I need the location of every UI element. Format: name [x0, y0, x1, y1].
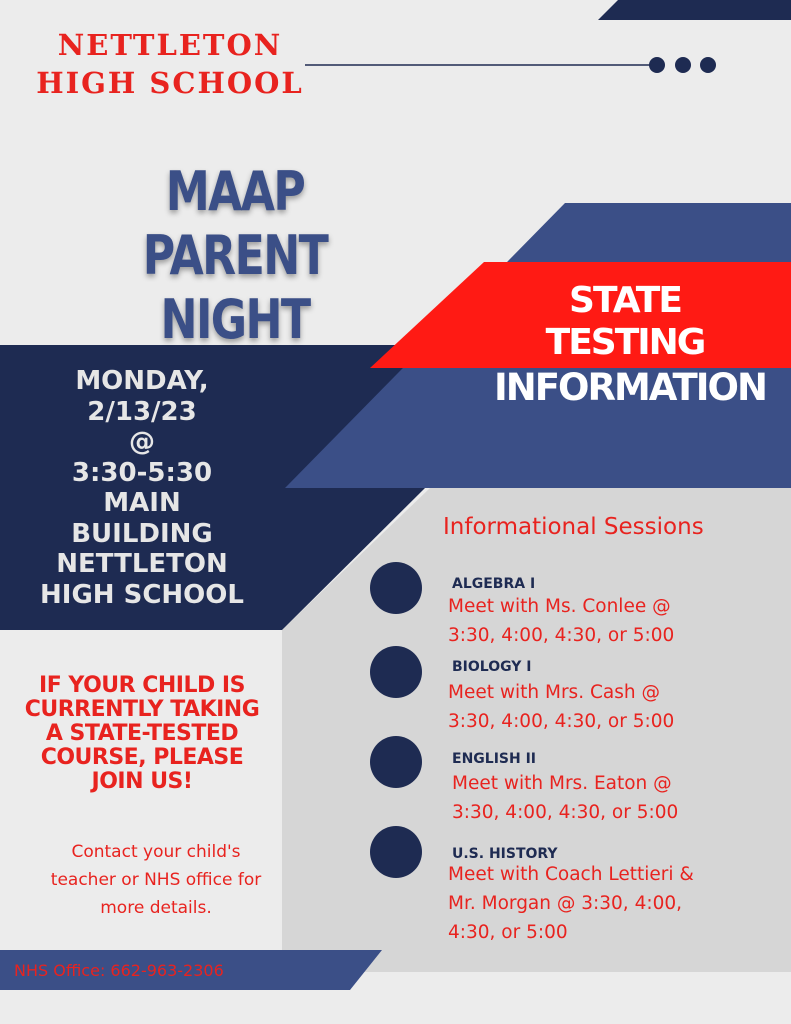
header-dot-3	[700, 57, 716, 73]
school-name-line-1: NETTLETON	[57, 28, 283, 62]
event-details	[0, 366, 284, 610]
cta-line: A STATE-TESTED	[45, 721, 239, 746]
header-dot-2	[675, 57, 691, 73]
session-details	[448, 592, 768, 650]
header-dot-1	[649, 57, 665, 73]
session-subject: ENGLISH II	[452, 751, 536, 767]
school-name	[0, 26, 340, 102]
contact-line: Contact your child's	[71, 842, 241, 862]
session-subject: ALGEBRA I	[452, 576, 536, 592]
event-title	[75, 160, 395, 352]
session-subject: U.S. HISTORY	[452, 846, 558, 862]
contact-line: teacher or NHS office for	[50, 870, 262, 890]
details-line: BUILDING	[71, 518, 213, 549]
session-line: 3:30, 4:00, 4:30, or 5:00	[452, 802, 679, 823]
contact-line: more details.	[100, 898, 212, 918]
session-line: 3:30, 4:00, 4:30, or 5:00	[448, 711, 675, 732]
details-line: NETTLETON	[56, 549, 228, 579]
session-line: 3:30, 4:00, 4:30, or 5:00	[448, 625, 675, 646]
cta-line: JOIN US!	[91, 769, 193, 794]
cta-line: IF YOUR CHILD IS	[39, 673, 245, 698]
details-line: MAIN	[103, 488, 181, 518]
details-line: 3:30-5:30	[71, 457, 213, 488]
session-line: Meet with Ms. Conlee @	[448, 596, 671, 617]
school-name-line-2: HIGH SCHOOL	[36, 66, 304, 100]
session-bullet	[370, 646, 422, 698]
session-line: Meet with Coach Lettieri &	[448, 864, 694, 885]
session-line: Meet with Mrs. Eaton @	[452, 773, 672, 794]
banner-line-3: INFORMATION	[494, 366, 766, 409]
call-to-action	[0, 674, 284, 794]
session-bullet	[370, 826, 422, 878]
session-details	[448, 860, 768, 947]
event-title-line-2: NIGHT	[160, 288, 310, 351]
banner-line-2: TESTING	[545, 322, 705, 363]
top-right-stripe	[598, 0, 791, 20]
contact-note	[0, 838, 312, 922]
session-details	[452, 769, 772, 827]
session-line: 4:30, or 5:00	[448, 922, 568, 943]
session-bullet	[370, 562, 422, 614]
event-title-line-1: MAAP PARENT	[142, 160, 328, 287]
banner-line-1: STATE	[569, 280, 681, 321]
session-bullet	[370, 736, 422, 788]
session-details	[448, 678, 768, 736]
session-line: Meet with Mrs. Cash @	[448, 682, 660, 703]
session-subject: BIOLOGY I	[452, 659, 532, 675]
details-line: @	[129, 427, 155, 457]
cta-line: COURSE, PLEASE	[40, 745, 244, 770]
cta-line: CURRENTLY TAKING	[24, 697, 260, 722]
details-line: MONDAY,	[75, 366, 209, 396]
banner-title	[470, 280, 780, 364]
details-line: HIGH SCHOOL	[40, 579, 244, 610]
sessions-title: Informational Sessions	[443, 514, 704, 540]
details-line: 2/13/23	[87, 396, 197, 427]
office-phone: NHS Office: 662-963-2306	[14, 961, 224, 980]
session-line: Mr. Morgan @ 3:30, 4:00,	[448, 893, 682, 914]
